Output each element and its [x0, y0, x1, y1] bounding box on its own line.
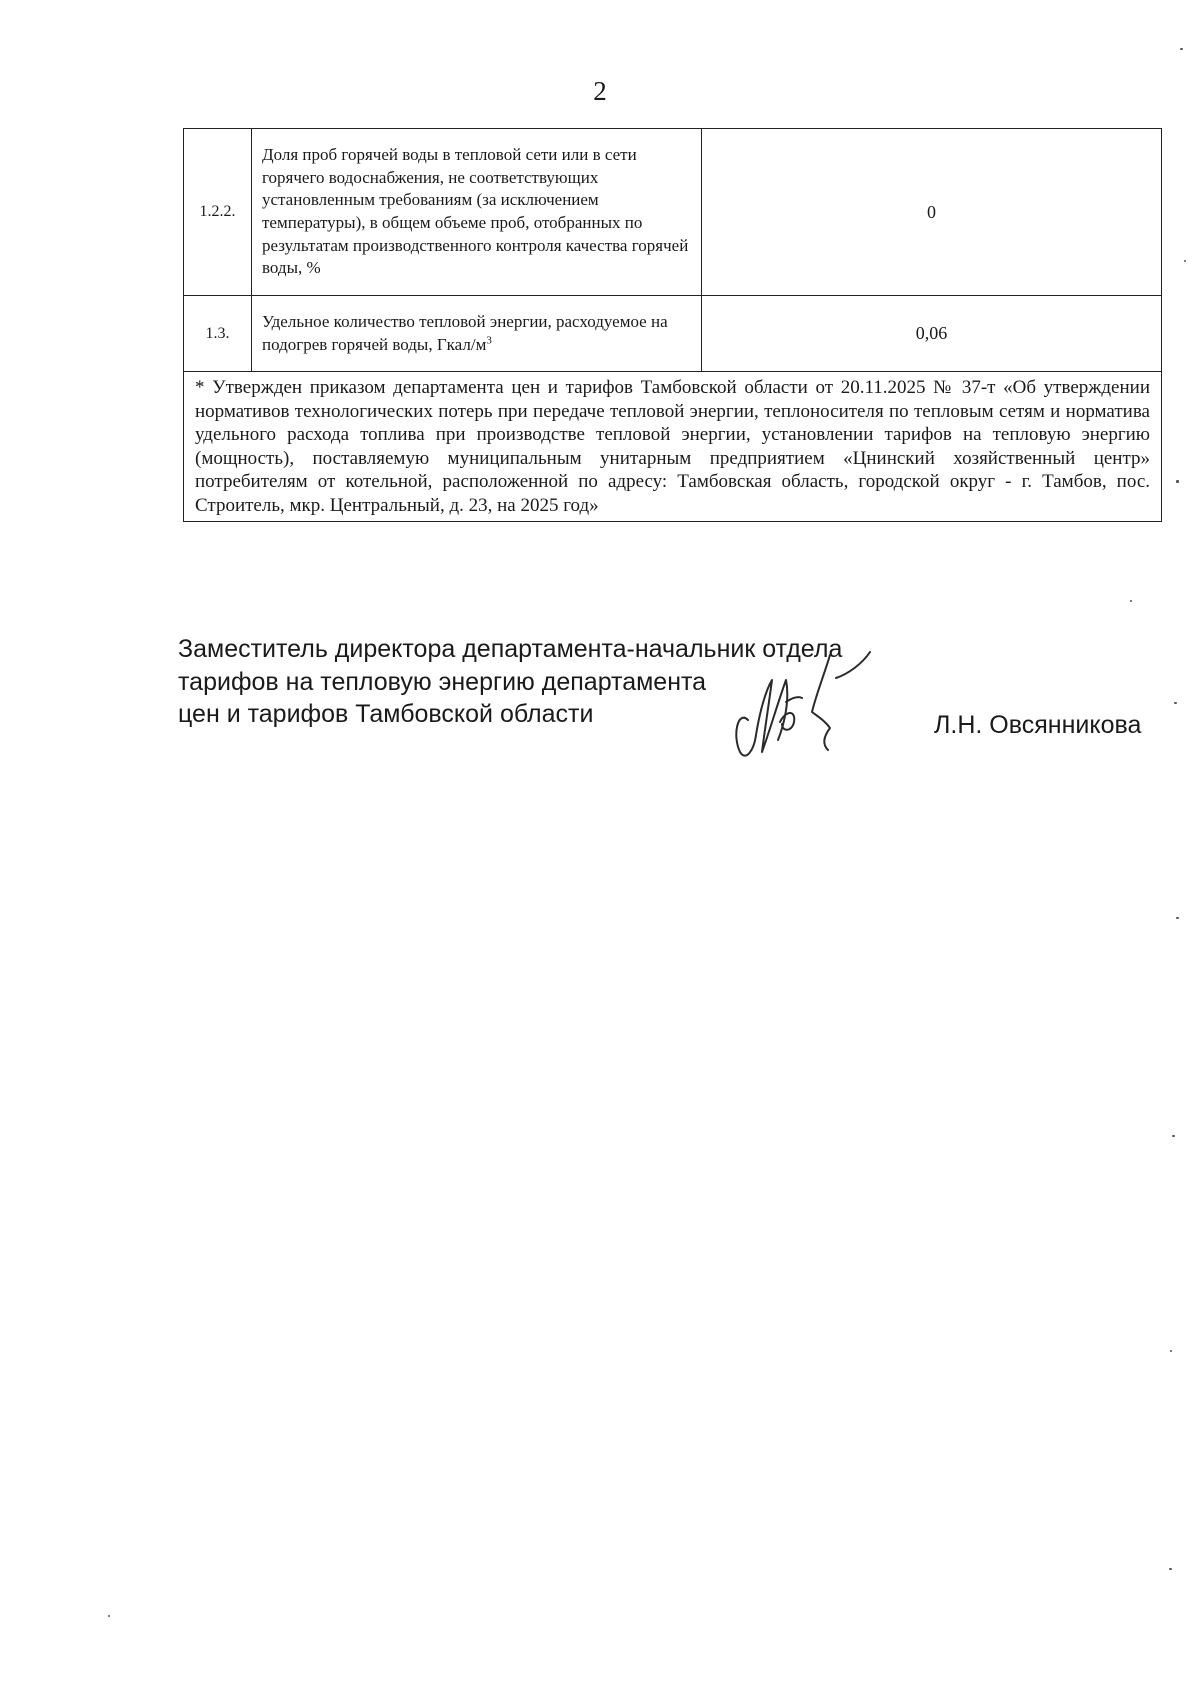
page-number: 2	[593, 76, 607, 106]
row-description-text: Удельное количество тепловой энергии, расходуемое на подогрев горячей воды, Гкал/м	[262, 311, 668, 354]
row-description	[252, 296, 702, 372]
position-line: Заместитель директора департамента-начальник отдела	[178, 635, 843, 663]
signer-name: Л.Н. Овсянникова	[934, 711, 1142, 739]
scan-speck	[1176, 917, 1179, 919]
scan-speck	[1174, 702, 1177, 704]
table-row	[184, 129, 1162, 296]
scan-speck	[1176, 480, 1179, 483]
footnote-row	[184, 372, 1162, 522]
scan-speck	[1130, 600, 1132, 602]
row-number: 1.2.2.	[184, 129, 252, 296]
scan-speck	[108, 1615, 110, 1617]
scan-speck	[1170, 1350, 1172, 1352]
row-value: 0,06	[702, 296, 1162, 372]
footnote: * Утвержден приказом департамента цен и тарифов Тамбовской области от 20.11.2025 № 37-т «Об утверждении нормативов технологических потерь при передаче тепловой энергии, теплоносителя по тепловым сетям и норматива удельного расхода топлива при производстве тепловой энергии, установлении тарифов на тепловую энергию (мощность), поставляемую муниципальным унитарным предприятием «Цнинский хозяйственный центр» потребителям от котельной, расположенной по адресу: Тамбовская область, городской округ - г. Тамбов, пос. Строитель, мкр. Центральный, д. 23, на 2025 год»	[184, 372, 1162, 522]
row-value: 0	[702, 129, 1162, 296]
scan-speck	[1172, 1135, 1175, 1137]
scan-speck	[1184, 260, 1186, 262]
indicators-table	[183, 128, 1162, 522]
scan-speck	[1180, 48, 1183, 50]
position-line: тарифов на тепловую энергию департамента	[178, 667, 707, 696]
table-row	[184, 296, 1162, 372]
unit-superscript: 3	[486, 333, 492, 346]
row-number: 1.3.	[184, 296, 252, 372]
position-line: цен и тарифов Тамбовской области	[178, 700, 594, 728]
scan-speck	[1169, 1568, 1172, 1570]
handwritten-signature	[720, 640, 890, 765]
row-description: Доля проб горячей воды в тепловой сети или в сети горячего водоснабжения, не соответствующих установленным требованиям (за исключением температуры), в общем объеме проб, отобранных по результатам производственного контроля качества горячей воды, %	[252, 129, 702, 296]
